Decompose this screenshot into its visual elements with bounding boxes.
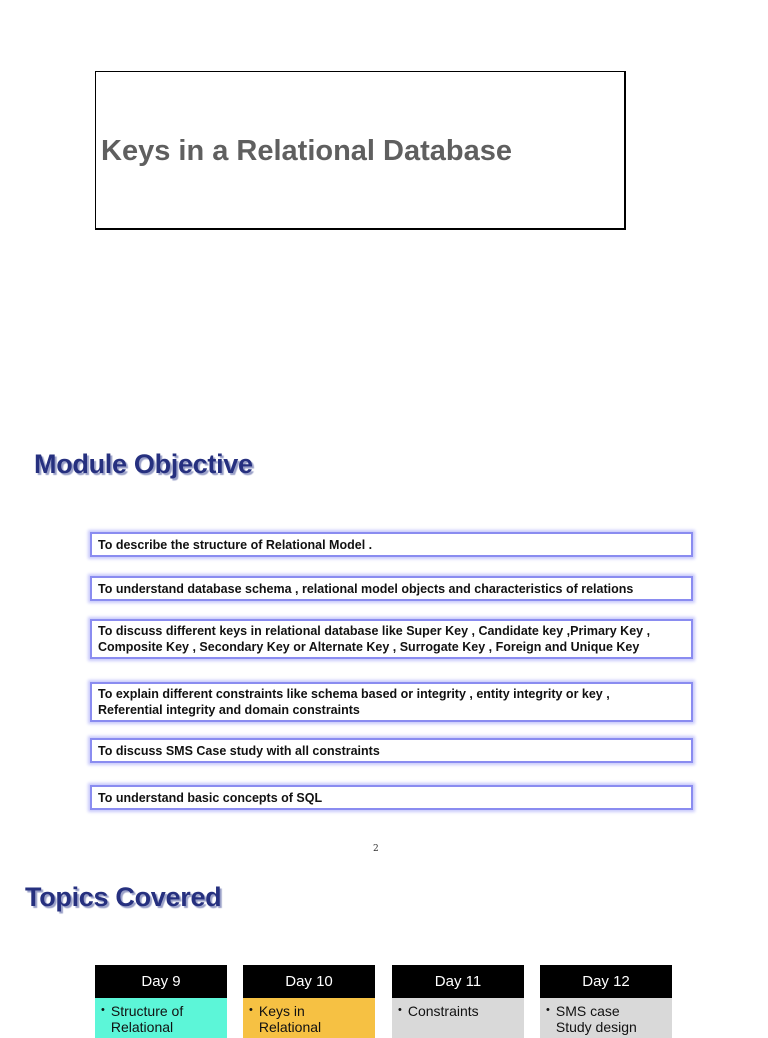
day-column [540,965,672,1038]
topic-text: Structure of [110,1003,184,1019]
day-column [95,965,227,1038]
objective-text: To understand basic concepts of SQL [98,790,323,805]
objective-text: To describe the structure of Relational Model . [98,537,373,552]
day-header: Day 9 [95,965,227,998]
topic-text: Study design [555,1019,637,1035]
day-topic-cell [243,998,375,1038]
day-topic-cell [540,998,672,1038]
bullet-icon: • [398,1004,402,1016]
topics-covered-heading: Topics Covered [25,882,222,912]
day-column [392,965,524,1038]
topic-text: Relational [258,1019,322,1035]
objective-item [90,785,693,810]
bullet-icon: • [249,1004,253,1016]
objective-text: Referential integrity and domain constraints [98,703,360,717]
objective-text: To discuss SMS Case study with all constraints [98,743,380,758]
presentation-title: Keys in a Relational Database [101,135,512,167]
objective-item [90,682,693,722]
objective-text: To understand database schema , relational model objects and characteristics of relations [98,581,634,596]
page-number: 2 [373,844,379,854]
topic-text: Constraints [407,1003,479,1019]
objective-item [90,532,693,557]
objective-item [90,738,693,763]
day-header: Day 12 [540,965,672,998]
bullet-icon: • [546,1004,550,1016]
day-topic-cell [392,998,524,1038]
day-topic-cell [95,998,227,1038]
topic-text: Keys in [258,1003,305,1019]
module-objective-heading: Module Objective [34,449,253,479]
day-header: Day 11 [392,965,524,998]
topic-text: SMS case [555,1003,620,1019]
objective-item [90,619,693,659]
objective-text: To discuss different keys in relational database like Super Key , Candidate key ,Primary Key , [98,624,651,638]
day-header: Day 10 [243,965,375,998]
topic-text: Relational [110,1019,174,1035]
bullet-icon: • [101,1004,105,1016]
day-column [243,965,375,1038]
objective-text: Composite Key , Secondary Key or Alternate Key , Surrogate Key , Foreign and Unique Key [98,640,640,654]
objective-text: To explain different constraints like schema based or integrity , entity integrity or key , [98,687,610,701]
objective-item [90,576,693,601]
